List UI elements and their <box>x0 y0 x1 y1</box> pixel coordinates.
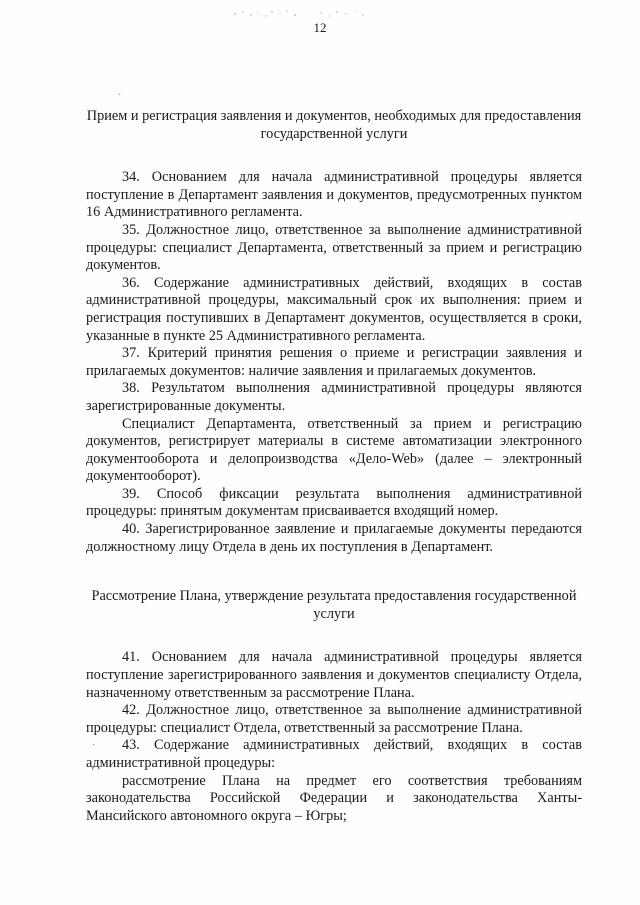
section-heading: Рассмотрение Плана, утверждение результата предоставления государственной услуги <box>91 588 577 622</box>
paragraph: 34. Основанием для начала административной процедуры является поступление в Департамент заявления и документов, предусмотренных пунктом 16 Административного регламента. <box>86 169 582 221</box>
scan-mark: · <box>92 740 96 751</box>
paragraph: рассмотрение Плана на предмет его соответствия требованиям законодательства Российской Федерации и законодательства Ханты-Мансийского автономного округа – Югры; <box>86 772 582 824</box>
section-heading: Прием и регистрация заявления и документов, необходимых для предоставления государственной услуги <box>86 108 582 142</box>
paragraph: 35. Должностное лицо, ответственное за выполнение административной процедуры: специалист Департамента, ответственный за прием и регистрацию документов. <box>86 221 582 274</box>
paragraph: 42. Должностное лицо, ответственное за выполнение административной процедуры: специалист Отдела, ответственный за рассмотрение Плана. <box>86 702 582 736</box>
paragraph: 40. Зарегистрированное заявление и прилагаемые документы передаются должностному лицу Отдела в день их поступления в Департамент. <box>86 521 582 555</box>
paragraph: 38. Результатом выполнения административной процедуры являются зарегистрированные документы. <box>86 380 582 414</box>
paragraph: 41. Основанием для начала административной процедуры является поступление зарегистрированного заявления и документов специалисту Отдела, назначенному ответственным за рассмотрение Плана. <box>86 649 582 701</box>
document-body <box>86 108 582 825</box>
paragraph: 36. Содержание административных действий, входящих в состав административной процедуры, максимальный срок их выполнения: прием и регистрация поступивших в Департамент документов, осуществляется в сроки, указанные в пункте 25 Административного регламента. <box>86 274 582 344</box>
paragraph: Специалист Департамента, ответственный за прием и регистрацию документов, регистрирует материалы в системе автоматизации электронного документооборота и делопроизводства «Дело-Web» (далее – электронный документооборот). <box>86 415 582 485</box>
paragraph: 37. Критерий принятия решения о приеме и регистрации заявления и прилагаемых документов: наличие заявления и прилагаемых документов. <box>86 345 582 379</box>
paragraph: 43. Содержание административных действий, входящих в состав административной процедуры: <box>86 737 582 771</box>
scan-mark: · <box>118 90 122 101</box>
paragraph: 39. Способ фиксации результата выполнения административной процедуры: принятым документам присваивается входящий номер. <box>86 485 582 520</box>
page-number: 12 <box>313 20 327 35</box>
